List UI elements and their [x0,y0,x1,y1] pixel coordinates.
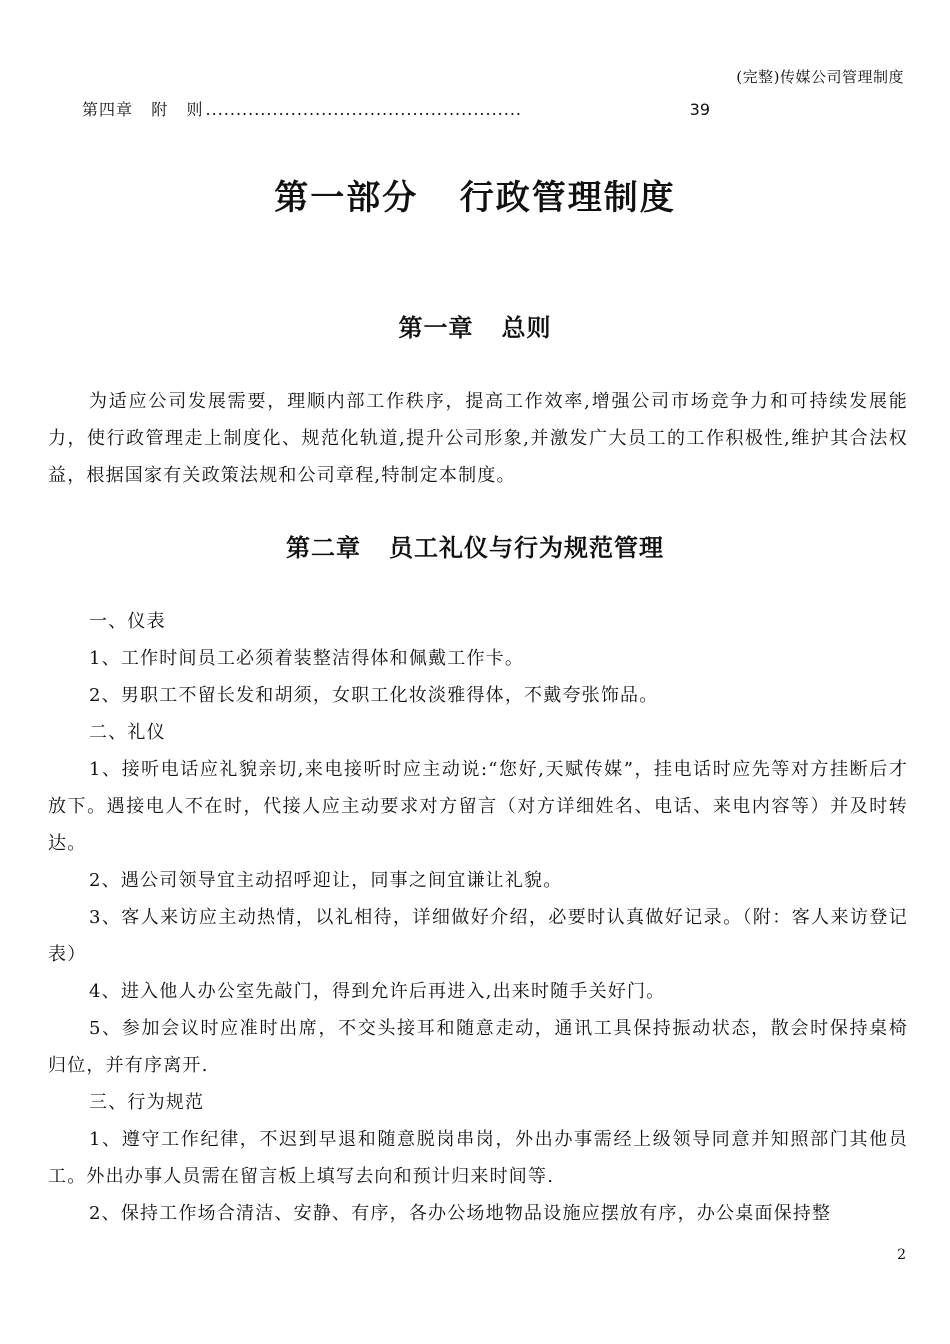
list-item: 4、进入他人办公室先敲门，得到允许后再进入,出来时随手关好门。 [89,981,666,1002]
list-item: 2、遇公司领导宜主动招呼迎让，同事之间宜谦让礼貌。 [89,870,563,891]
part-title: 第一部分 行政管理制度 [274,178,676,218]
list-item: 2、男职工不留长发和胡须，女职工化妆淡雅得体，不戴夸张饰品。 [89,685,659,706]
chapter-1-paragraph: 为适应公司发展需要，理顺内部工作秩序，提高工作效率,增强公司市场竞争力和可持续发展能力，使行政管理走上制度化、规范化轨道,提升公司形象,并激发广大员工的工作积极性,维护其合法权益，根据国家有关政策法规和公司章程,特制定本制度。 [48,391,908,486]
toc-entry-label: 第四章 附 则 [82,100,204,119]
section-heading-etiquette: 二、礼仪 [89,722,166,743]
list-item: 5、参加会议时应准时出席，不交头接耳和随意走动，通讯工具保持振动状态，散会时保持桌椅归位，并有序离开. [48,1018,908,1076]
chapter-2-body [48,603,908,1232]
toc-page-number: 39 [689,100,710,119]
section-heading-conduct: 三、行为规范 [89,1092,205,1113]
list-item: 1、工作时间员工必须着装整洁得体和佩戴工作卡。 [89,648,525,669]
toc-leader-dots: .................................................... [205,100,522,119]
toc-entry[interactable] [82,97,710,120]
chapter-1-title: 第一章 总则 [398,313,552,342]
chapter-2-title: 第二章 员工礼仪与行为规范管理 [285,533,665,562]
list-item: 2、保持工作场合清洁、安静、有序，各办公场地物品设施应摆放有序，办公桌面保持整 [89,1203,832,1224]
list-item: 3、客人来访应主动热情，以礼相待，详细做好介绍，必要时认真做好记录。（附：客人来访登记表） [48,907,908,965]
page-number: 2 [897,1247,906,1263]
list-item: 1、接听电话应礼貌亲切,来电接听时应主动说:“您好,天赋传媒”，挂电话时应先等对方挂断后才放下。遇接电人不在时，代接人应主动要求对方留言（对方详细姓名、电话、来电内容等）并及时转达。 [48,759,908,854]
running-header: (完整)传媒公司管理制度 [736,68,904,86]
list-item: 1、遵守工作纪律，不迟到早退和随意脱岗串岗，外出办事需经上级领导同意并知照部门其他员工。外出办事人员需在留言板上填写去向和预计归来时间等. [48,1129,908,1187]
section-heading-appearance: 一、仪表 [89,611,166,632]
